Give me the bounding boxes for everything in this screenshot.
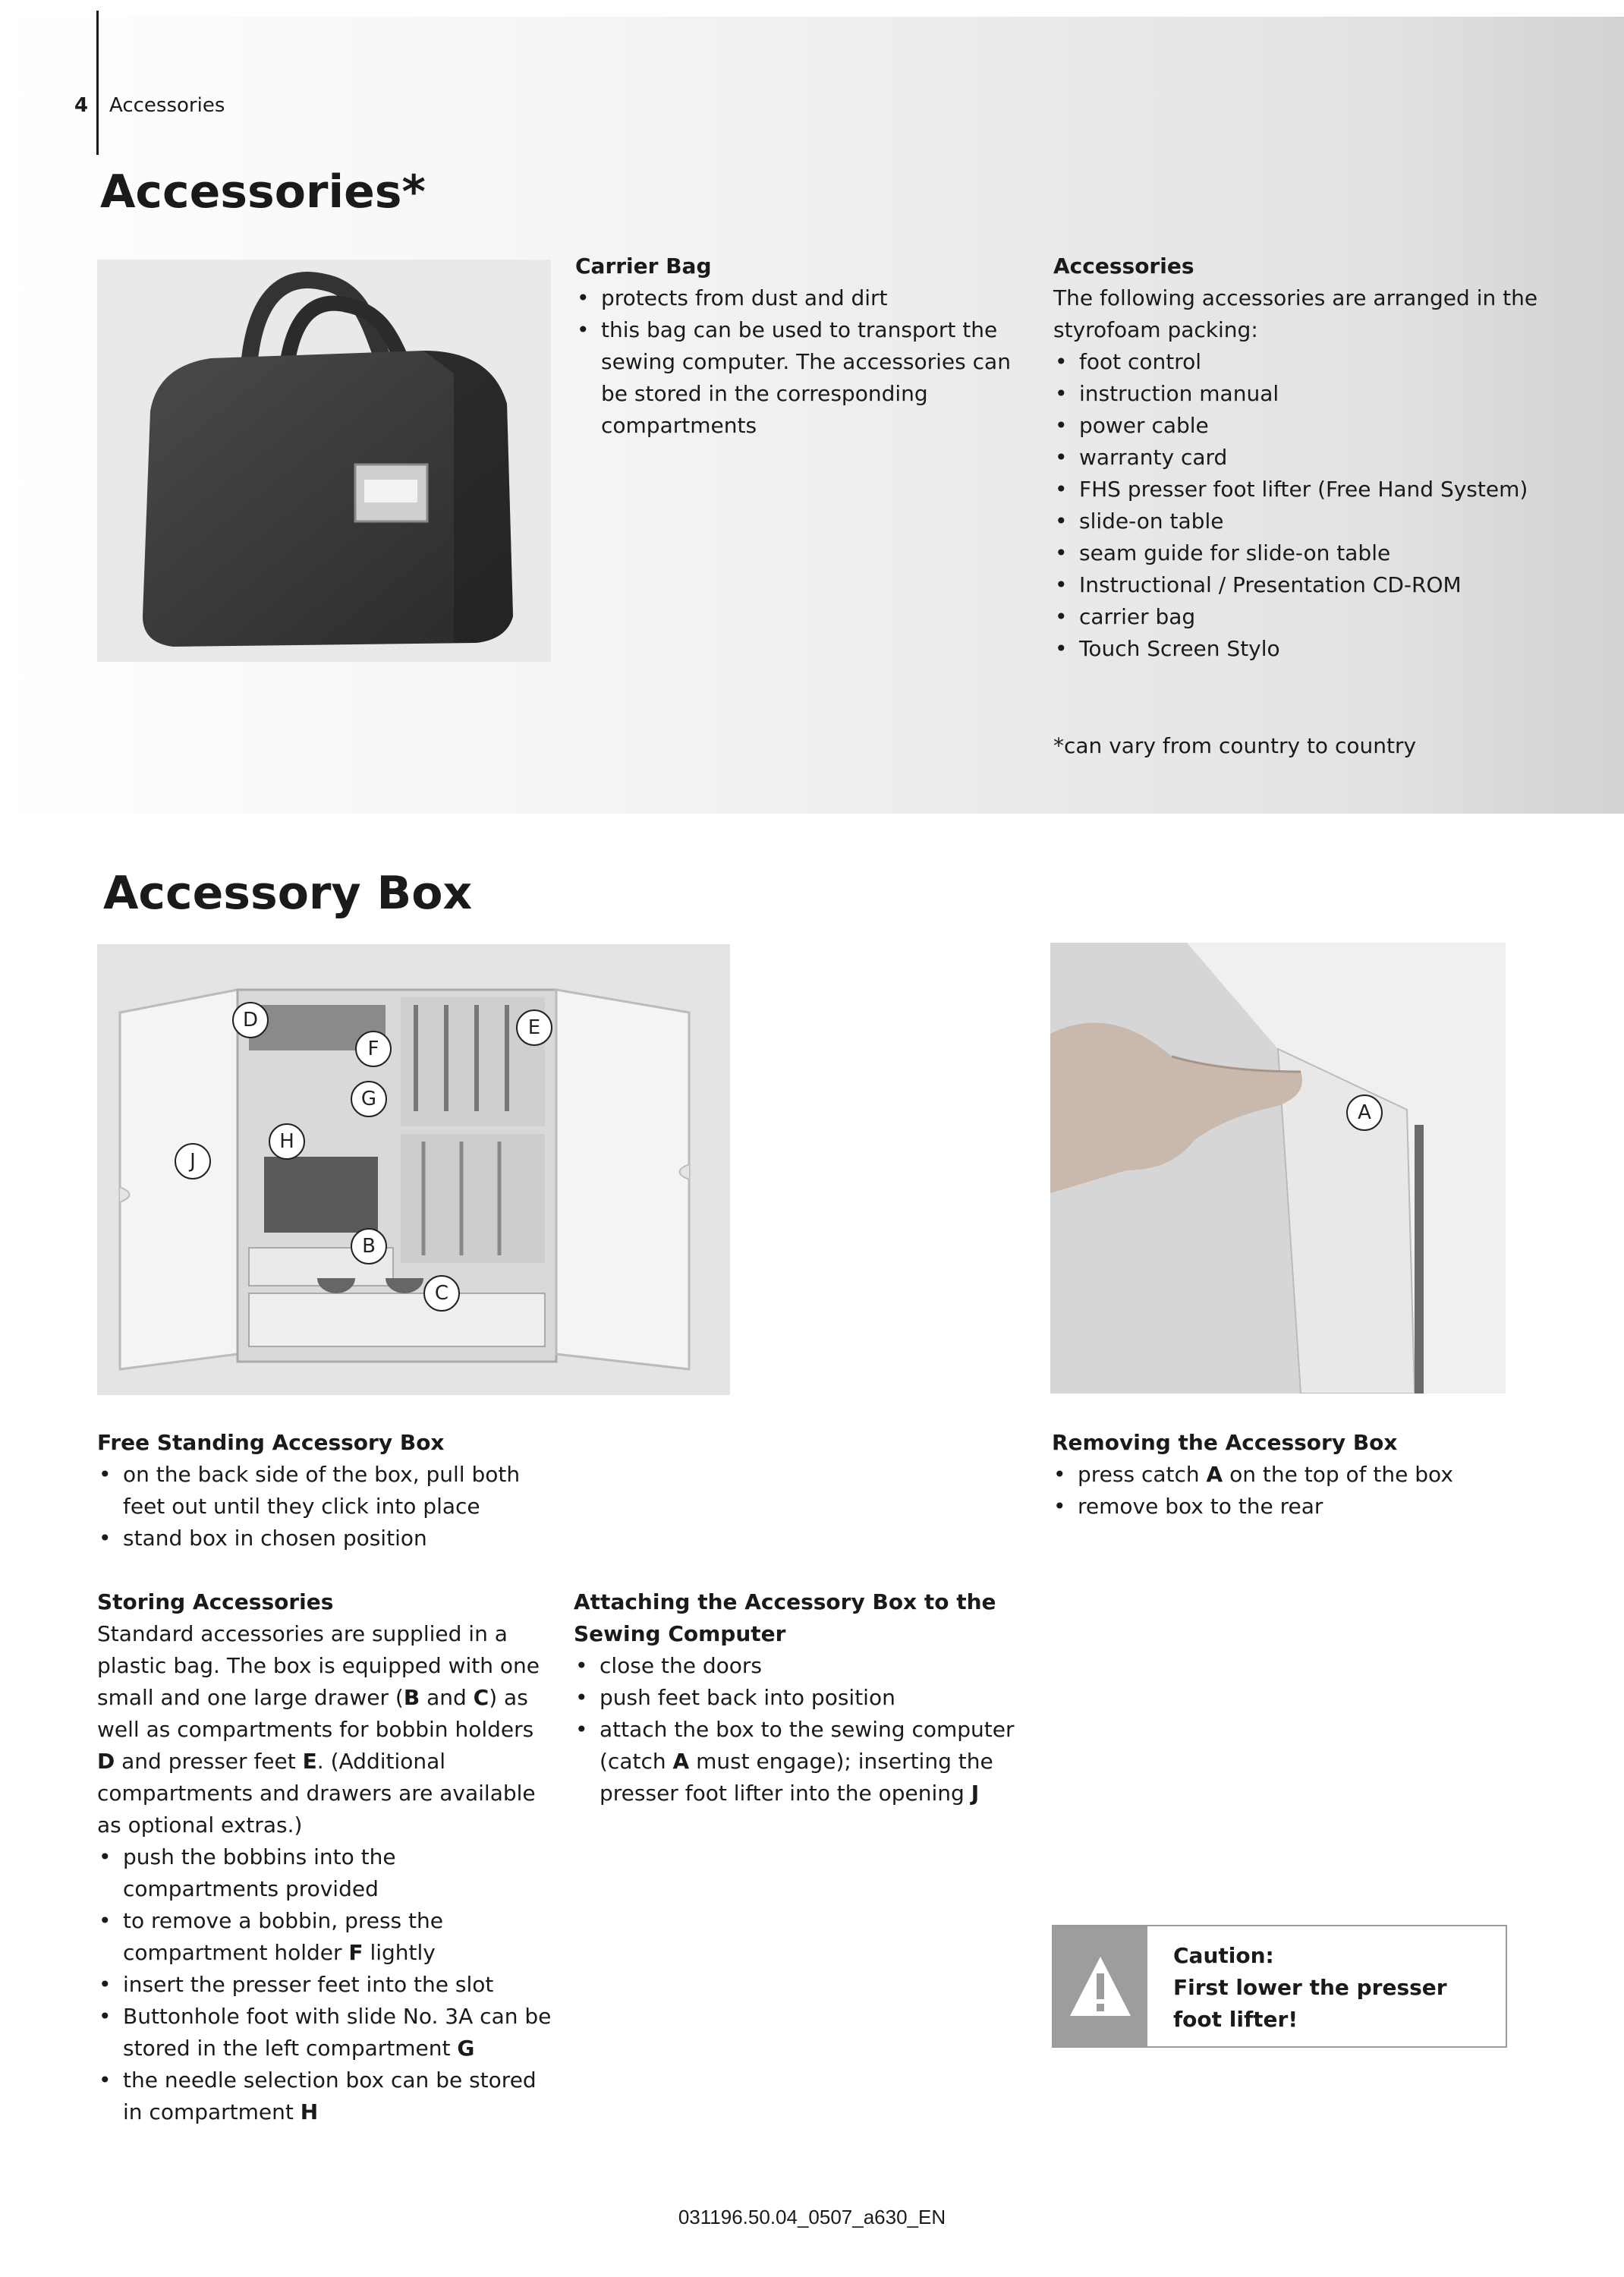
list-item [97,2001,557,2064]
list-item: • Instructional / Presentation CD-ROM [1053,569,1539,601]
para-text: and presser feet [115,1749,303,1774]
free-standing-list [97,1459,552,1554]
bullet-ref: G [457,2036,475,2061]
bullet-text: push the bobbins into the compartments provided [123,1844,396,1901]
removing-heading: Removing the Accessory Box [1052,1430,1398,1455]
attaching-section [574,1586,1029,1809]
list-item: • stand box in chosen position [97,1523,552,1554]
list-item: • warranty card [1053,442,1539,474]
list-item: • seam guide for slide-on table [1053,537,1539,569]
storing-paragraph [97,1618,557,1841]
bullet-text: to remove a bobbin, press the compartment holder [123,1908,443,1965]
para-ref: C [473,1685,489,1710]
bullet-ref: F [348,1940,364,1965]
bullet-ref: H [300,2099,319,2124]
caution-title: Caution: [1173,1943,1274,1968]
attaching-list [574,1650,1029,1809]
attaching-heading-line2: Sewing Computer [574,1621,786,1646]
storing-heading: Storing Accessories [97,1589,334,1614]
callout-c: C [423,1275,460,1312]
removing-section [1052,1427,1537,1523]
country-note: *can vary from country to country [1053,733,1417,758]
caution-text [1173,1940,1492,2036]
callout-d: D [232,1002,269,1038]
list-item: • this bag can be used to transport the sewing computer. The accessories can be stored in the corresponding compartments [575,314,1023,442]
bullet-ref: J [971,1781,980,1806]
callout-b: B [351,1228,387,1264]
header-rule [96,11,99,155]
bullet-text: attach the box to the sewing computer (catch [600,1717,1015,1774]
list-item [97,1841,557,1905]
bullet-text: close the doors [600,1653,763,1678]
callout-j: J [175,1143,211,1179]
carrier-bag-heading: Carrier Bag [575,254,712,279]
document-code: 031196.50.04_0507_a630_EN [678,2206,946,2228]
carrier-bag-photo [97,260,551,662]
list-item: • instruction manual [1053,378,1539,410]
list-item: • slide-on table [1053,505,1539,537]
free-standing-section [97,1427,552,1554]
list-item [574,1682,1029,1714]
storing-section [97,1586,557,2128]
bullet-text: remove box to the rear [1078,1494,1323,1519]
caution-box [1052,1925,1507,2048]
carrier-bag-illustration [97,260,551,662]
page-title: Accessories* [100,165,426,219]
callout-f: F [355,1031,392,1067]
storing-list [97,1841,557,2128]
carrier-bag-section [575,250,1023,442]
page-number: 4 [74,94,89,117]
list-item: • carrier bag [1053,601,1539,633]
list-item: • on the back side of the box, pull both feet out until they click into place [97,1459,552,1523]
accessory-box-title: Accessory Box [103,867,473,920]
para-ref: D [97,1749,115,1774]
bullet-text: must engage); inserting the presser foot lifter into the opening [600,1749,993,1806]
para-text: and [420,1685,474,1710]
list-item [97,2064,557,2128]
callout-g: G [351,1081,387,1117]
bullet-ref: A [672,1749,690,1774]
free-standing-heading: Free Standing Accessory Box [97,1430,445,1455]
running-header: Accessories [109,94,225,117]
list-item: • power cable [1053,410,1539,442]
list-item [1052,1459,1537,1491]
bullet-text: lightly [363,1940,436,1965]
accessories-intro: The following accessories are arranged in the styrofoam packing: [1053,285,1538,342]
callout-h: H [269,1123,305,1160]
list-item [1052,1491,1537,1523]
bullet-text: push feet back into position [600,1685,895,1710]
removing-box-illustration [1050,943,1506,1394]
callout-e: E [516,1009,552,1046]
bullet-ref: A [1206,1462,1223,1487]
accessories-section [1053,250,1539,665]
accessories-list [1053,346,1539,665]
list-item [574,1714,1029,1809]
bullet-text: the needle selection box can be stored in compartment [123,2068,537,2124]
list-item: • Touch Screen Stylo [1053,633,1539,665]
caution-icon-panel [1053,1926,1147,2046]
para-text: Standard accessories are supplied in a plastic bag. The box is equipped with one small and one large drawer ( [97,1621,540,1710]
list-item [574,1650,1029,1682]
para-text: . (Additional compartments and drawers are available as optional extras.) [97,1749,536,1838]
list-item [97,1905,557,1969]
warning-icon [1053,1926,1147,2046]
para-ref: B [403,1685,420,1710]
caution-message: First lower the presser foot lifter! [1173,1975,1447,2032]
bullet-text: on the top of the box [1223,1462,1453,1487]
para-ref: E [302,1749,317,1774]
attaching-heading-line1: Attaching the Accessory Box to the [574,1589,996,1614]
list-item: • foot control [1053,346,1539,378]
list-item: • FHS presser foot lifter (Free Hand System) [1053,474,1539,505]
bullet-text: insert the presser feet into the slot [123,1972,494,1997]
list-item [97,1969,557,2001]
bullet-text: press catch [1078,1462,1207,1487]
accessories-heading: Accessories [1053,254,1194,279]
removing-box-photo [1050,943,1506,1394]
bullet-text: Buttonhole foot with slide No. 3A can be stored in the left compartment [123,2004,552,2061]
list-item: • protects from dust and dirt [575,282,1023,314]
carrier-bag-list [575,282,1023,442]
para-text: ) as well as compartments for bobbin holders [97,1685,534,1742]
callout-a: A [1346,1094,1383,1131]
removing-list [1052,1459,1537,1523]
accessory-box-photo [97,944,730,1395]
